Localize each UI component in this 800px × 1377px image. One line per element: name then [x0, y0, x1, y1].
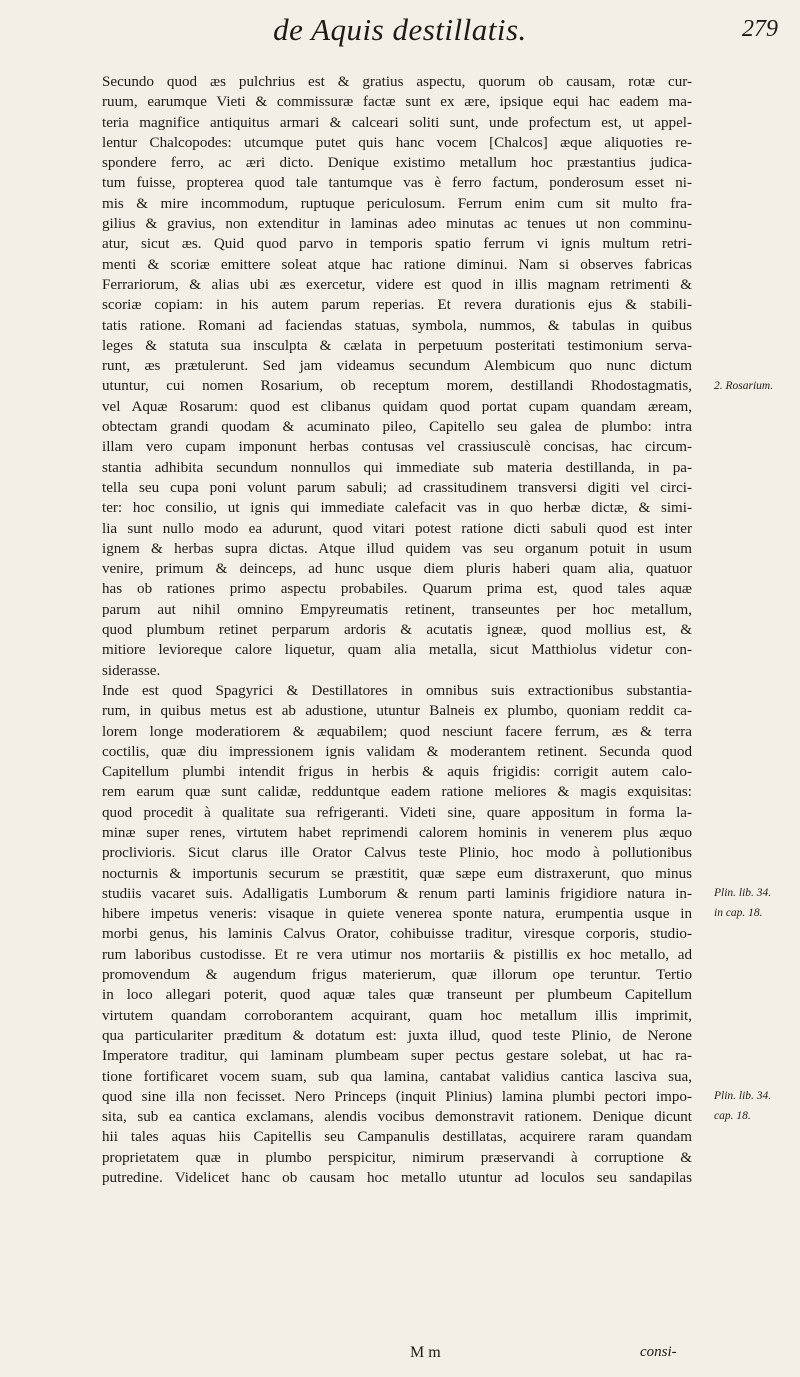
marginal-note: Plin. lib. 34. — [714, 1090, 772, 1102]
text-line: ignem & herbas supra dictas. Atque illud quidem vas seu organum potuit in usum — [102, 540, 692, 557]
text-line: minæ super renes, virtutem habet reprimendi calorem hominis in venerem plus æquo — [102, 824, 692, 841]
marginal-note: in cap. 18. — [714, 907, 763, 920]
text-line: teria magnifice antiquitus armari & calceari soliti sunt, unde profectum est, ut appel- — [102, 114, 692, 131]
text-line: proprietatem quæ in plumbo perspicitur, nimirum præservandi à corruptione & — [102, 1149, 692, 1166]
text-line: mis & mire incommodum, ruptuque periculosum. Ferrum enim cum sit multo fra- — [102, 195, 692, 212]
text-line: ter: hoc consilio, ut ignis qui immediate calefacit vas in quo herbæ dictæ, & simi- — [102, 500, 692, 517]
text-line: nocturnis & importunis securum se præstitit, quæ sæpe eum distraxerunt, quo minus — [102, 865, 692, 882]
text-line: qua particulariter præditum & dotatum est: juxta illud, quod teste Plinio, de Nerone — [102, 1027, 692, 1044]
text-line: siderasse. — [102, 662, 161, 679]
page-header — [0, 12, 800, 58]
text-line: Imperatore traditur, qui laminam plumbeam super pectus gestare solebat, ut hac ra- — [102, 1048, 692, 1065]
text-line: obtectam grandi quodam & acuminato pileo, Capitello seu galea de plumbo: intra — [102, 419, 692, 436]
text-line: putredine. Videlicet hanc ob causam hoc metallo utuntur ad loculos seu sandapilas — [102, 1170, 692, 1187]
text-line: coctilis, quæ diu impressionem ignis validam & moderantem retinent. Secunda quod — [102, 743, 692, 760]
text-line: spondere ferro, ac æri dicto. Denique existimo metallum hoc præstantius judica- — [102, 155, 692, 172]
page-footer — [0, 1344, 800, 1368]
running-title: de Aquis destillatis. — [273, 12, 527, 47]
text-line: quod plumbum retinet perparum ardoris & acutatis igneæ, quod mollius est, & — [102, 622, 692, 639]
text-line: quod procedit à qualitate sua refrigeranti. Videti sine, quare appositum in forma la- — [102, 804, 692, 821]
text-line: tum fuisse, propterea quod tale tantumque vas è ferro factum, ponderosum esset ni- — [102, 175, 692, 192]
page-number: 279 — [742, 16, 778, 42]
text-line: in loco allegari poterit, quod aquæ tales quæ transeunt per plumbeum Capitellum — [102, 987, 692, 1004]
text-line: hibere impetus veneris: visaque in quiete venerea sponte natura, erumpentia usque in — [102, 906, 692, 923]
text-line: illam vero cupam imponunt herbas contusas vel crassiusculè concisas, hac circum- — [102, 439, 692, 456]
text-line: lia sunt nullo modo ea adurunt, quod vitari potest ratione dicti sabuli quod est inter — [102, 520, 692, 537]
text-line: parum aut nihil omnino Empyreumatis retinent, transeuntes per hoc metallum, — [102, 601, 692, 618]
text-line: tatis ratione. Romani ad faciendas statuas, symbola, nummos, & tabulas in quibus — [102, 317, 692, 334]
text-line: rum laboribus custodisse. Et re vera utimur nos mortariis & pistillis ex hoc metallo, ad — [102, 946, 692, 963]
text-line: stantia adhibita secundum nonnullos qui immediate sub materia destillanda, in pa- — [102, 459, 692, 476]
text-line: morbi genus, his laminis Calvus Orator, cohibuisse traditur, viresque corporis, studio- — [102, 926, 692, 943]
text-line: proclivioris. Sicut clarus ille Orator Calvus teste Plinio, hoc modo à pollutionibus — [102, 845, 692, 862]
marginal-note: 2. Rosarium. — [714, 379, 774, 392]
text-line: Capitellum plumbi intendit frigus in herbis & aquis frigidis: corrigit autem calo- — [102, 764, 692, 781]
text-line: rem earum quæ sunt calidæ, redduntque eadem ratione meliores & magis exquisitas: — [102, 784, 692, 801]
text-line: menti & scoriæ emittere soleat atque hac ratione diminui. Nam si observes fabricas — [102, 256, 692, 273]
text-line: venire, primum & deinceps, ad hunc usque diem pluris haberi quam alia, quatuor — [102, 561, 692, 578]
marginal-note: Plin. lib. 34. — [714, 887, 772, 899]
text-line: virtutem quandam corroborantem acquirant, quam hoc metallum illis imprimit, — [102, 1007, 692, 1024]
text-line: gilius & gravius, non extenditur in laminas adeo minutas ac tenues ut non comminu- — [102, 216, 692, 233]
text-line: tella seu cupa poni volunt parum sabuli; ad crassitudinem transversi digiti vel circi- — [102, 479, 692, 496]
catchword: consi- — [640, 1344, 677, 1360]
text-line: hii tales aquas hiis Capitellis seu Campanulis destillatas, acquirere raram quandam — [102, 1129, 692, 1146]
text-line: ruum, earumque Vieti & commissuræ factæ sunt ex ære, ipsique equi hac eadem ma- — [102, 94, 692, 111]
text-line: sita, sub ea cantica exclamans, alendis vocibus demonstravit rationem. Denique dicunt — [102, 1109, 692, 1126]
text-line: scoriæ copiam: in his autem parum reperias. Et revera durationis ejus & stabili- — [102, 297, 692, 314]
text-line: atur, sicut æs. Quid quod parvo in temporis spatio ferrum vi ignis multum retri- — [102, 236, 692, 253]
text-line: lentur Chalcopodes: utcumque putet quis hanc vocem [Chalcos] æque aliquoties re- — [102, 134, 692, 151]
text-line: has ob rationes primo aspectu probabiles. Quarum prima est, quod tales aquæ — [102, 581, 692, 598]
text-line: lorem longe moderatiorem & æquabilem; quod nesciunt facere ferrum, æs & terra — [102, 723, 692, 740]
text-line: Inde est quod Spagyrici & Destillatores in omnibus suis extractionibus substantia- — [102, 682, 692, 699]
signature-mark: M m — [410, 1344, 441, 1361]
text-line: quod sine illa non fecisset. Nero Princeps (inquit Plinius) lamina plumbi pectori impo- — [102, 1088, 692, 1105]
text-line: tione fortificaret vocem suam, sub qua lamina, cantabat validius cantica lasciva sua, — [102, 1068, 692, 1085]
text-line: runt, æs prætulerunt. Sed jam videamus secundum Alembicum quo nunc dictum — [102, 358, 692, 375]
marginal-note: cap. 18. — [714, 1110, 751, 1123]
text-line: Secundo quod æs pulchrius est & gratius aspectu, quorum ob causam, rotæ cur- — [102, 74, 692, 90]
text-line: Ferrariorum, & alias ubi æs exercetur, videre est quod in illis magnam retrimenti & — [102, 276, 692, 293]
text-line: rum, in quibus metus est ab adustione, utuntur Balneis ex plumbo, quoniam reddit ca- — [102, 703, 692, 720]
text-line: vel Aquæ Rosarum: quod est clibanus quidam quod portat cupam quandam æream, — [102, 398, 692, 415]
main-text-block — [102, 72, 692, 1188]
text-line: mitiore levioreque calore liquetur, quam alia metalla, sicut Matthiolus videtur con- — [102, 642, 692, 659]
text-line: studiis vacaret suis. Adalligatis Lumborum & renum parti laminis frigidiore natura in- — [102, 885, 692, 902]
text-line: utuntur, cui nomen Rosarium, ob receptum morem, destillandi Rhodostagmatis, — [102, 378, 692, 395]
text-line: promovendum & augendum frigus materierum, quæ illorum ope teruntur. Tertio — [102, 967, 692, 984]
text-line: leges & statuta sua insculpta & cælata in perpetuum posteritati testimonium serva- — [102, 337, 692, 354]
